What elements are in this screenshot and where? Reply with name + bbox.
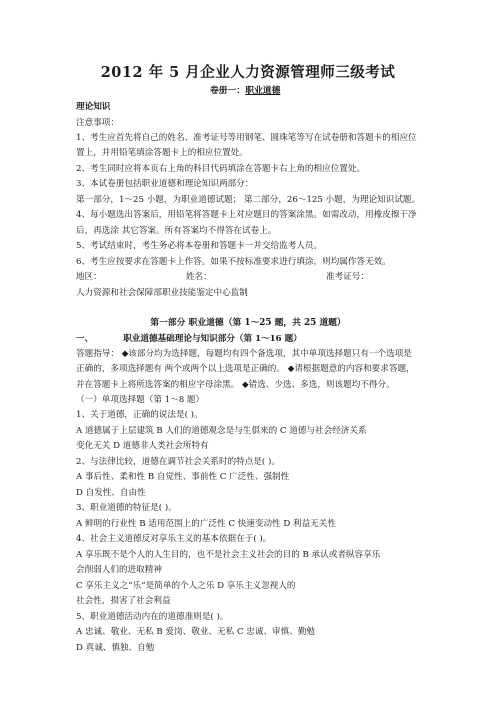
subtitle-prefix: 卷册一： — [210, 86, 246, 96]
question-options: D 自发性、自由性 — [76, 488, 146, 498]
question-options: 会削弱人们的进取精神 — [76, 565, 162, 575]
question-options: 社会性，损害了社会利益 — [76, 596, 171, 606]
guide-line: 并在答题卡上将所选答案的相应字母涂黑。 ◆错选、少选、多选，则该题均不得分。 — [76, 380, 395, 390]
question-options: A 道德属于上层建筑 B 人们的道德观念是与生俱来的 C 道德与社会经济关系 — [76, 426, 367, 436]
region-field-label: 地区： — [76, 272, 102, 282]
name-field-label: 姓名： — [186, 272, 212, 282]
note-line: 6、考生应按要求在答题卡上作答。如果不按标准要求进行填涂，则均属作答无效。 — [76, 257, 391, 267]
section-theory-heading: 理论知识 — [76, 102, 111, 112]
candidate-fields — [76, 272, 426, 283]
question-options: A 鲜明的行业性 B 适用范围上的广泛性 C 快速变动性 D 利益无关性 — [76, 519, 336, 529]
issuer-line: 人力资源和社会保障部职业技能鉴定中心监制 — [76, 288, 248, 298]
part1-heading: 第一部分 职业道德（第 1～25 题，共 25 道题） — [150, 318, 346, 328]
note-line: 5、考试结束时，考生务必将本卷册和答题卡一并交给监考人员。 — [76, 241, 323, 251]
guide-line: 答题指导： ◆该部分均为选择题，每题均有四个备选项，其中单项选择题只有一个选项是 — [76, 349, 412, 359]
question-stem: 3、职业道德的特征是( )。 — [76, 503, 177, 513]
subtitle-underlined: 职业道德 — [245, 86, 281, 96]
note-line: 1、考生应首先将自己的姓名、准考证号等用钢笔、圆珠笔等写在试卷册和答题卡的相应位 — [76, 133, 417, 143]
notes-header: 注意事项： — [76, 118, 119, 128]
volume-subtitle — [210, 86, 280, 97]
question-stem: 1、关于道德，正确的说法是( )。 — [76, 410, 203, 420]
guide-line: 正确的，多项选择题有 两个或两个以上选项是正确的。 ◆请根据题意的内容和要求答题， — [76, 364, 415, 374]
note-line: 第一部分，1～25 小题，为职业道德试题； 第二部分，26～125 小题，为理论知识试题。 — [76, 195, 421, 205]
question-options: D 真诚、慎独、自勉 — [76, 643, 155, 653]
question-options: A 享乐既不是个人的人生目的，也不是社会主义社会的目的 B 承认或者纵容享乐 — [76, 550, 381, 560]
note-line: 置上，并用铅笔填涂答题卡上的相应位置处。 — [76, 148, 248, 158]
single-choice-header: （一）单项选择题（第 1～8 题） — [76, 395, 205, 405]
question-options: A 忠诚、敬业、无私 B 爱岗、敬业、无私 C 忠诚、审慎、勤勉 — [76, 627, 316, 637]
part1-subheading-number: 一、 — [76, 334, 94, 344]
question-stem: 4、社会主义道德反对享乐主义的基本依据在于( )。 — [76, 534, 272, 544]
note-line: 3、本试卷册包括职业道德和理论知识两部分： — [76, 179, 254, 189]
note-line: 2、考生同时应将本页右上角的科目代码填涂在答题卡右上角的相应位置处。 — [76, 164, 366, 174]
question-stem: 5、职业道德活动内在的道德准则是( )。 — [76, 612, 229, 622]
note-line: 后，再选涂 其它答案。所有答案均不得答在试卷上。 — [76, 226, 277, 236]
part1-subheading-text: 职业道德基础理论与知识部分（第 1～16 题） — [123, 334, 302, 344]
exam-number-field-label: 准考证号： — [326, 272, 369, 282]
question-options: C 享乐主义之“乐”是简单的个人之乐 D 享乐主义忽视人的 — [76, 581, 296, 591]
note-line: 4、每小题选出答案后，用铅笔将答题卡上对应题目的答案涂黑。如需改动，用橡皮擦干净 — [76, 210, 417, 220]
question-options: A 事后性、柔和性 B 自觉性、事前性 C 广泛性、强制性 — [76, 472, 290, 482]
part1-subheading — [76, 334, 426, 345]
page-title: 2012 年 5 月企业人力资源管理师三级考试 — [100, 64, 396, 81]
question-options: 变化无关 D 道德非人类社会所特有 — [76, 441, 209, 451]
question-stem: 2、与法律比较，道德在调节社会关系时的特点是( )。 — [76, 457, 280, 467]
